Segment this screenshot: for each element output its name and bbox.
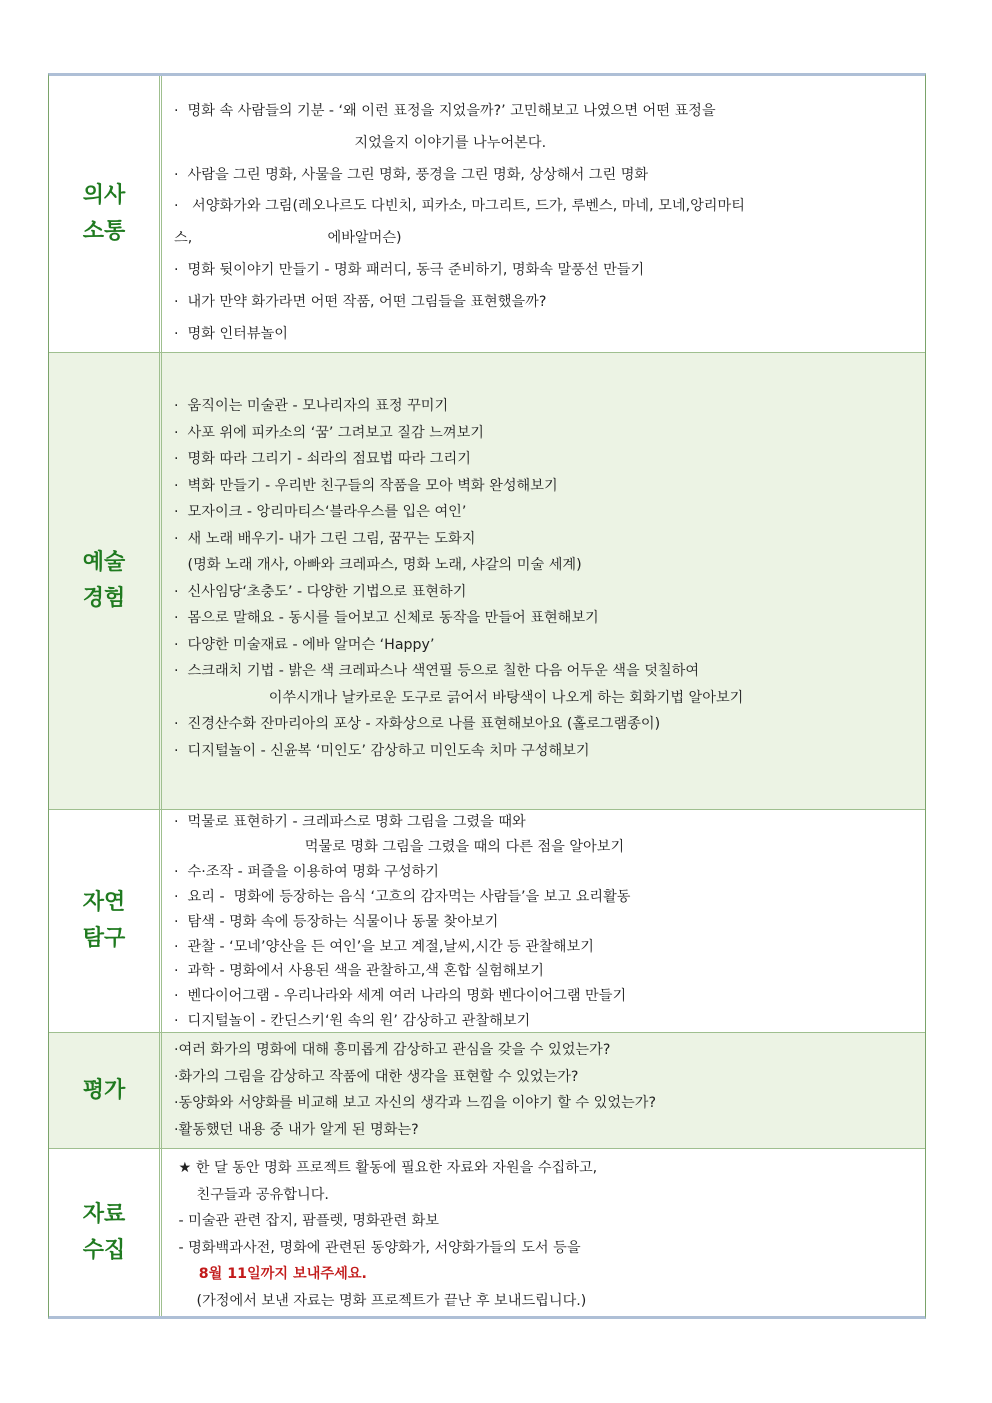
section-evaluation bbox=[49, 1033, 925, 1149]
section-heading-cell bbox=[49, 1033, 162, 1148]
section-content bbox=[162, 810, 925, 1032]
section-nature-exploration bbox=[49, 810, 925, 1033]
content-line: · 명화 속 사람들의 기분 - ‘왜 이런 표정을 지었을까?’ 고민해보고 나였으면 어떤 표정을 bbox=[174, 103, 716, 119]
section-communication bbox=[49, 76, 925, 353]
content-line: · 서양화가와 그림(레오나르도 다빈치, 피카소, 마그리트, 드가, 루벤스, 마네, 모네,앙리마티 bbox=[174, 198, 745, 215]
section-heading: 자료 수집 bbox=[82, 1201, 126, 1263]
section-heading: 평가 bbox=[82, 1077, 126, 1103]
section-content bbox=[162, 76, 925, 352]
curriculum-table bbox=[48, 73, 926, 1319]
content-line: · 신사임당‘초충도’ - 다양한 기법으로 표현하기 bbox=[174, 583, 467, 600]
content-line: ★ 한 달 동안 명화 프로젝트 활동에 필요한 자료와 자원을 수집하고, bbox=[174, 1160, 598, 1176]
content-line: · 수·조작 - 퍼즐을 이용하여 명화 구성하기 bbox=[174, 863, 439, 880]
content-line: · 디지털놀이 - 칸딘스키‘원 속의 원’ 감상하고 관찰해보기 bbox=[174, 1013, 531, 1030]
content-line: · 진경산수화 잔마리아의 포상 - 자화상으로 나를 표현해보아요 (홀로그램종이) bbox=[174, 716, 661, 732]
content-line: ·여러 화가의 명화에 대해 흥미롭게 감상하고 관심을 갖을 수 있었는가? bbox=[174, 1042, 611, 1058]
section-heading: 예술 경험 bbox=[82, 550, 126, 611]
content-line: ·동양화와 서양화를 비교해 보고 자신의 생각과 느낌을 이야기 할 수 있었는가? bbox=[174, 1095, 656, 1111]
content-line: ·화가의 그림을 감상하고 작품에 대한 생각을 표현할 수 있었는가? bbox=[174, 1068, 579, 1085]
content-line: - 명화백과사전, 명화에 관련된 동양화가, 서양화가들의 도서 등을 bbox=[174, 1239, 581, 1256]
content-line: 스, 에바알머슨) bbox=[174, 230, 402, 247]
content-line: ·활동했던 내용 중 내가 알게 된 명화는? bbox=[174, 1121, 419, 1138]
content-line: (명화 노래 개사, 아빠와 크레파스, 명화 노래, 샤갈의 미술 세계) bbox=[174, 557, 582, 573]
section-art-experience bbox=[49, 353, 925, 810]
content-line: · 몸으로 말해요 - 동시를 들어보고 신체로 동작을 만들어 표현해보기 bbox=[174, 610, 599, 626]
content-line: · 먹물로 표현하기 - 크레파스로 명화 그림을 그렸을 때와 bbox=[174, 814, 526, 830]
content-line: 먹물로 명화 그림을 그렸을 때의 다른 점을 알아보기 bbox=[174, 838, 625, 855]
section-content bbox=[162, 353, 925, 809]
content-line: · 모자이크 - 앙리마티스‘블라우스를 입은 여인’ bbox=[174, 504, 467, 520]
section-material-collection bbox=[49, 1149, 925, 1316]
content-line: · 명화 뒷이야기 만들기 - 명화 패러디, 동극 준비하기, 명화속 말풍선 만들기 bbox=[174, 261, 645, 278]
section-content bbox=[162, 1149, 925, 1316]
content-line: · 요리 - 명화에 등장하는 음식 ‘고흐의 감자먹는 사람들’을 보고 요리활동 bbox=[174, 888, 631, 905]
section-heading: 자연 탐구 bbox=[82, 890, 126, 951]
deadline-notice: 8월 11일까지 보내주세요. bbox=[174, 1266, 367, 1282]
section-heading-cell bbox=[49, 353, 162, 809]
section-heading-cell bbox=[49, 810, 162, 1032]
content-line: - 미술관 관련 잡지, 팜플렛, 명화관련 화보 bbox=[174, 1213, 439, 1229]
content-line: · 명화 인터뷰놀이 bbox=[174, 325, 288, 342]
content-line: · 사람을 그린 명화, 사물을 그린 명화, 풍경을 그린 명화, 상상해서 그린 명화 bbox=[174, 166, 649, 183]
content-line: · 사포 위에 피카소의 ‘꿈’ 그려보고 질감 느껴보기 bbox=[174, 424, 485, 441]
content-line: · 명화 따라 그리기 - 쇠라의 점묘법 따라 그리기 bbox=[174, 451, 471, 467]
content-line: · 디지털놀이 - 신윤복 ‘미인도’ 감상하고 미인도속 치마 구성해보기 bbox=[174, 742, 590, 759]
content-line: · 벽화 만들기 - 우리반 친구들의 작품을 모아 벽화 완성해보기 bbox=[174, 477, 558, 494]
section-heading-cell bbox=[49, 1149, 162, 1316]
content-line: · 새 노래 배우기- 내가 그린 그림, 꿈꾸는 도화지 bbox=[174, 530, 476, 547]
section-content bbox=[162, 1033, 925, 1148]
content-line: · 탐색 - 명화 속에 등장하는 식물이나 동물 찾아보기 bbox=[174, 913, 499, 930]
content-line: (가정에서 보낸 자료는 명화 프로젝트가 끝난 후 보내드립니다.) bbox=[174, 1292, 587, 1309]
content-line: 지었을지 이야기를 나누어본다. bbox=[174, 134, 547, 151]
content-line: · 스크래치 기법 - 밝은 색 크레파스나 색연필 등으로 칠한 다음 어두운 색을 덧칠하여 bbox=[174, 663, 700, 679]
section-heading-cell bbox=[49, 76, 162, 352]
content-line: · 다양한 미술재료 - 에바 알머슨 ‘Happy’ bbox=[174, 636, 435, 653]
section-heading: 의사 소통 bbox=[82, 183, 126, 244]
content-line: · 과학 - 명화에서 사용된 색을 관찰하고,색 혼합 실험해보기 bbox=[174, 963, 544, 980]
content-line: · 관찰 - ‘모네’양산을 든 여인’을 보고 계절,날씨,시간 등 관찰해보기 bbox=[174, 938, 594, 955]
content-line: · 움직이는 미술관 - 모나리자의 표정 꾸미기 bbox=[174, 398, 449, 414]
content-line: 친구들과 공유합니다. bbox=[174, 1186, 329, 1203]
content-line: 이쑤시개나 날카로운 도구로 긁어서 바탕색이 나오게 하는 회화기법 알아보기 bbox=[174, 689, 744, 706]
content-line: · 내가 만약 화가라면 어떤 작품, 어떤 그림들을 표현했을까? bbox=[174, 293, 547, 310]
content-line: · 벤다이어그램 - 우리나라와 세계 여러 나라의 명화 벤다이어그램 만들기 bbox=[174, 988, 627, 1005]
